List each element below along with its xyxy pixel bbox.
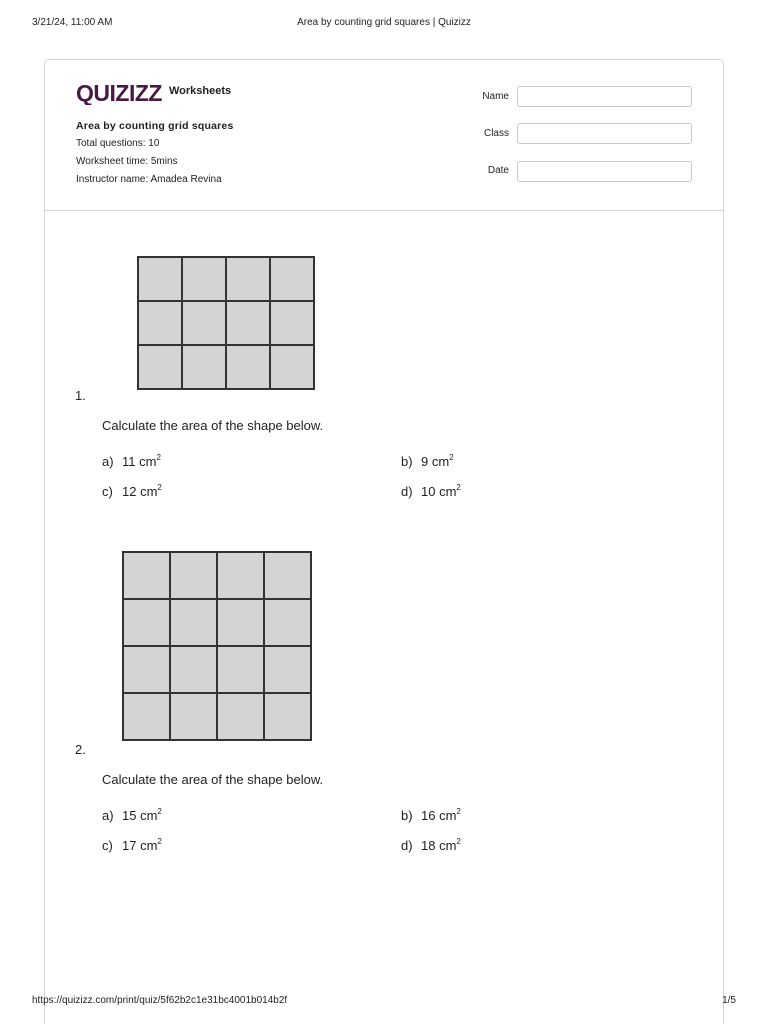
grid-square (217, 646, 264, 693)
option-exponent: 2 (449, 453, 454, 462)
grid-square (217, 552, 264, 599)
option-value: 11 cm (122, 454, 157, 469)
worksheet-header (45, 60, 723, 211)
grid-square (123, 693, 170, 740)
grid-square (182, 301, 226, 345)
option-letter: b) (401, 808, 413, 823)
question-1-option-c[interactable] (102, 484, 162, 499)
question-1-option-b[interactable] (401, 454, 454, 469)
logo-text: QUIZIZZ (76, 80, 162, 105)
grid-square (264, 693, 311, 740)
grid-square (123, 552, 170, 599)
question-1-option-a[interactable] (102, 454, 161, 469)
print-url: https://quizizz.com/print/quiz/5f62b2c1e31bc4001b014b2f (32, 995, 288, 1006)
total-questions: Total questions: 10 (76, 138, 160, 149)
option-exponent: 2 (456, 807, 461, 816)
name-label: Name (482, 91, 509, 102)
option-exponent: 2 (456, 483, 461, 492)
grid-square (138, 301, 182, 345)
grid-square (270, 345, 314, 389)
grid-square (138, 257, 182, 301)
grid-square (182, 345, 226, 389)
question-2-number: 2. (75, 742, 86, 757)
option-value: 18 cm (421, 838, 457, 853)
question-2-text: Calculate the area of the shape below. (102, 772, 324, 787)
option-value: 10 cm (421, 484, 457, 499)
option-letter: d) (401, 484, 413, 499)
grid-square (138, 345, 182, 389)
option-letter: c) (102, 484, 113, 499)
grid-svg (122, 551, 312, 741)
grid-square (264, 552, 311, 599)
grid-square (264, 646, 311, 693)
grid-square (264, 599, 311, 646)
option-exponent: 2 (157, 807, 162, 816)
name-field[interactable] (517, 86, 692, 107)
question-1-grid (137, 256, 315, 390)
option-exponent: 2 (156, 453, 161, 462)
grid-square (170, 552, 217, 599)
grid-square (226, 345, 270, 389)
option-exponent: 2 (456, 837, 461, 846)
question-2-option-a[interactable] (102, 808, 162, 823)
date-label: Date (487, 165, 509, 176)
question-1-text: Calculate the area of the shape below. (102, 418, 324, 433)
page-number: 1/5 (722, 995, 736, 1006)
option-value: 17 cm (122, 838, 158, 853)
option-value: 12 cm (122, 484, 158, 499)
grid-square (123, 599, 170, 646)
option-letter: a) (102, 808, 114, 823)
print-title: Area by counting grid squares | Quizizz (297, 17, 471, 28)
class-label: Class (483, 128, 509, 139)
option-letter: d) (401, 838, 413, 853)
grid-square (170, 693, 217, 740)
grid-square (182, 257, 226, 301)
option-letter: b) (401, 454, 413, 469)
question-2-option-c[interactable] (102, 838, 162, 853)
brand-suffix: Worksheets (169, 85, 232, 97)
grid-square (270, 301, 314, 345)
question-2-option-d[interactable] (401, 838, 461, 853)
question-2-grid (122, 551, 312, 741)
option-value: 9 cm (421, 454, 450, 469)
grid-square (217, 599, 264, 646)
option-letter: c) (102, 838, 113, 853)
option-exponent: 2 (157, 483, 162, 492)
date-field[interactable] (517, 161, 692, 182)
grid-square (270, 257, 314, 301)
grid-square (226, 257, 270, 301)
grid-square (217, 693, 264, 740)
grid-svg (137, 256, 315, 390)
print-date: 3/21/24, 11:00 AM (32, 17, 113, 28)
grid-square (226, 301, 270, 345)
question-2-option-b[interactable] (401, 808, 461, 823)
option-value: 16 cm (421, 808, 457, 823)
option-exponent: 2 (157, 837, 162, 846)
question-1-number: 1. (75, 388, 86, 403)
class-field[interactable] (517, 123, 692, 144)
option-value: 15 cm (122, 808, 158, 823)
instructor-name: Instructor name: Amadea Revina (76, 174, 222, 185)
grid-square (170, 599, 217, 646)
worksheet-title: Area by counting grid squares (76, 120, 234, 132)
grid-square (170, 646, 217, 693)
option-letter: a) (102, 454, 114, 469)
quizizz-logo (76, 79, 166, 110)
worksheet-card (44, 59, 724, 1024)
question-1-option-d[interactable] (401, 484, 461, 499)
worksheet-time: Worksheet time: 5mins (76, 156, 178, 167)
grid-square (123, 646, 170, 693)
